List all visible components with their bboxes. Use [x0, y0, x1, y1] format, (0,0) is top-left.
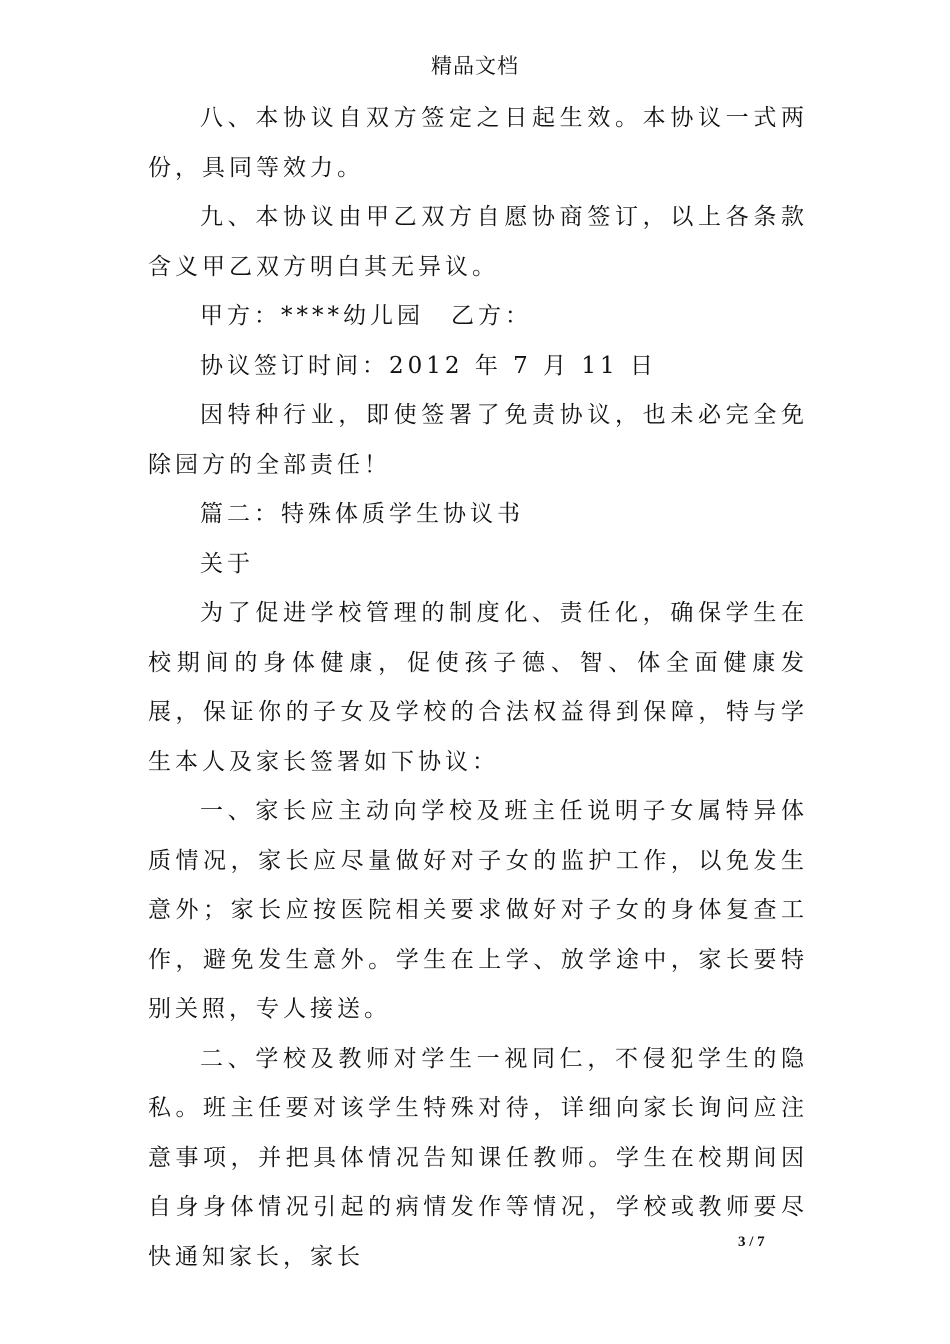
paragraph-clause-2: 二、学校及教师对学生一视同仁，不侵犯学生的隐私。班主任要对该学生特殊对待，详细向家长询问应注意事项，并把具体情况告知课任教师。学生在校期间因自身身体情况引起的病情发作等情况，学校或教师要尽快通知家长，家长	[148, 1045, 808, 1270]
paragraph-clause-9: 九、本协议由甲乙双方自愿协商签订，以上各条款含义甲乙双方明白其无异议。	[148, 204, 808, 280]
paragraph-parties: 甲方：****幼儿园 乙方：	[200, 303, 532, 329]
paragraph-clause-8: 八、本协议自双方签定之日起生效。本协议一式两份，具同等效力。	[148, 105, 808, 181]
paragraph-clause-1: 一、家长应主动向学校及班主任说明子女属特异体质情况，家长应尽量做好对子女的监护工作，以免发生意外；家长应按医院相关要求做好对子女的身体复查工作，避免发生意外。学生在上学、放学途中，家长要特别关照，专人接送。	[148, 798, 808, 1022]
document-body	[148, 94, 808, 1282]
paragraph-preamble: 为了促进学校管理的制度化、责任化，确保学生在校期间的身体健康，促使孩子德、智、体全面健康发展，保证你的子女及学校的合法权益得到保障，特与学生本人及家长签署如下协议：	[148, 600, 808, 775]
section-heading: 篇二：特殊体质学生协议书	[200, 501, 524, 527]
paragraph-about: 关于	[200, 550, 254, 577]
paragraph-sign-date: 协议签订时间：2012 年 7 月 11 日	[200, 352, 657, 379]
paragraph-disclaimer-note: 因特种行业，即使签署了免责协议，也未必完全免除园方的全部责任！	[148, 402, 808, 478]
page-number: 3 / 7	[738, 1234, 765, 1250]
header-title: 精品文档	[431, 54, 519, 78]
